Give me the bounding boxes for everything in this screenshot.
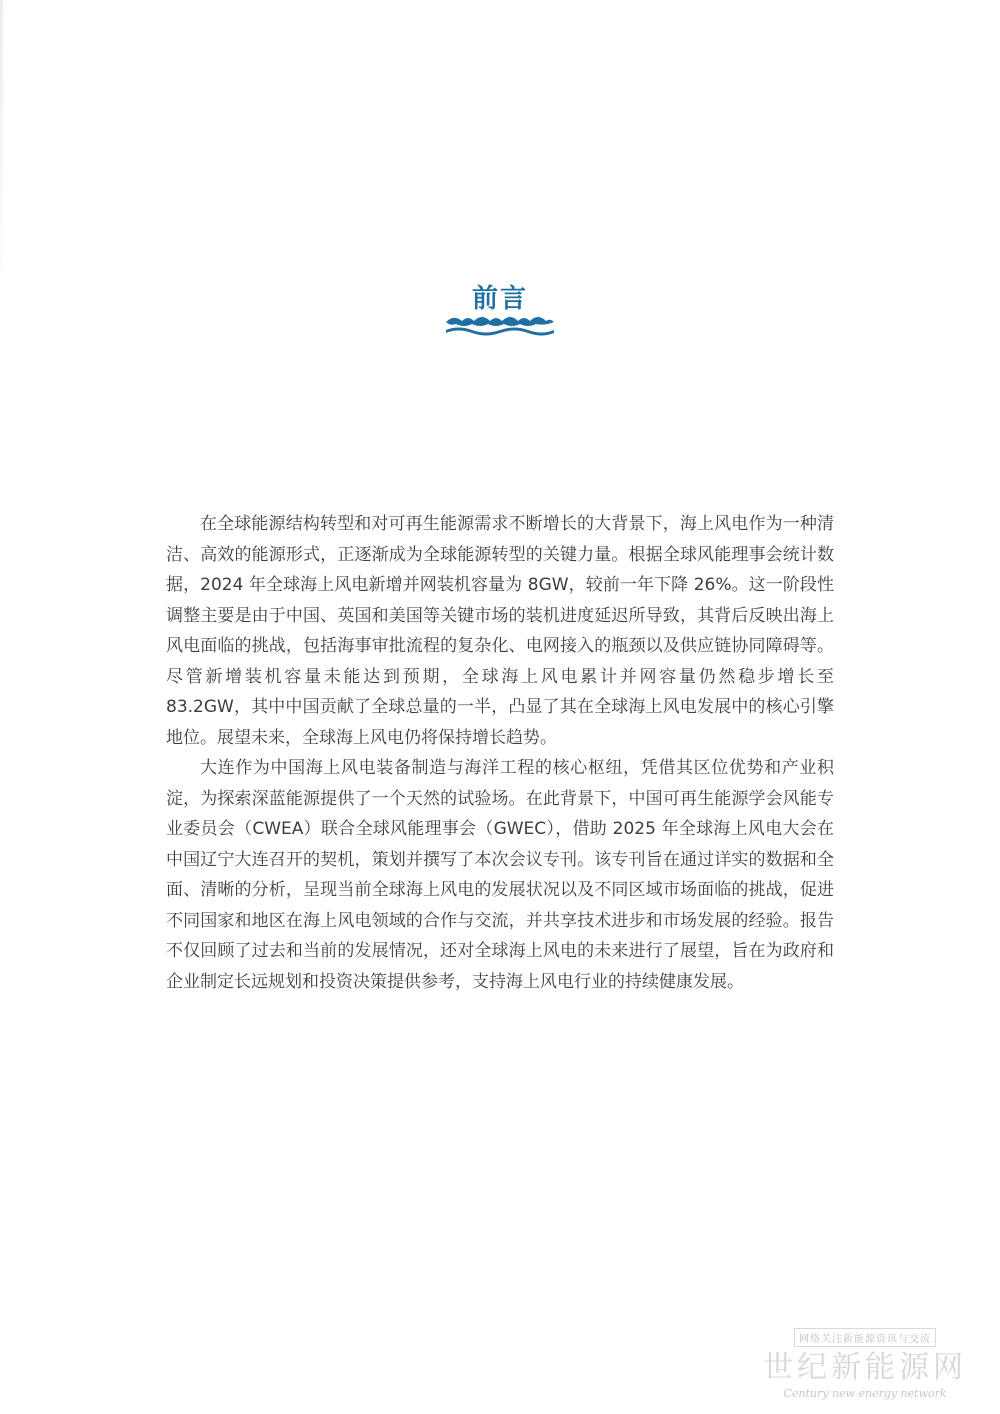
page-title: 前言 [471,284,528,314]
page-edge-shadow [0,0,3,300]
watermark-caption: 网络关注新能源资讯与交流 [794,1328,936,1347]
wave-icon [444,314,556,338]
preface-body [166,509,834,997]
paragraph: 大连作为中国海上风电装备制造与海洋工程的核心枢纽，凭借其区位优势和产业积淀，为探索深蓝能源提供了一个天然的试验场。在此背景下，中国可再生能源学会风能专业委员会（CWEA）联合全球风能理事会（GWEC），借助 2025 年全球海上风电大会在中国辽宁大连召开的契机，策划并撰写了本次会议专刊。该专刊旨在通过详实的数据和全面、清晰的分析，呈现当前全球海上风电的发展状况以及不同区域市场面临的挑战，促进不同国家和地区在海上风电领域的合作与交流，并共享技术进步和市场发展的经验。报告不仅回顾了过去和当前的发展情况，还对全球海上风电的未来进行了展望，旨在为政府和企业制定长远规划和投资决策提供参考，支持海上风电行业的持续健康发展。 [166,758,834,992]
watermark-title: 世纪新能源网 [763,1350,967,1385]
watermark-subtitle: Century new energy network [783,1387,947,1400]
watermark [750,1327,980,1400]
paragraph: 在全球能源结构转型和对可再生能源需求不断增长的大背景下，海上风电作为一种清洁、高效的能源形式，正逐渐成为全球能源转型的关键力量。根据全球风能理事会统计数据，2024 年全球海上风电新增并网装机容量为 8GW，较前一年下降 26%。这一阶段性调整主要是由于中国、英国和美国等关键市场的装机进度延迟所导致，其背后反映出海上风电面临的挑战，包括海事审批流程的复杂化、电网接入的瓶颈以及供应链协同障碍等。尽管新增装机容量未能达到预期，全球海上风电累计并网容量仍然稳步增长至 83.2GW，其中中国贡献了全球总量的一半，凸显了其在全球海上风电发展中的核心引擎地位。展望未来，全球海上风电仍将保持增长趋势。 [166,514,834,748]
